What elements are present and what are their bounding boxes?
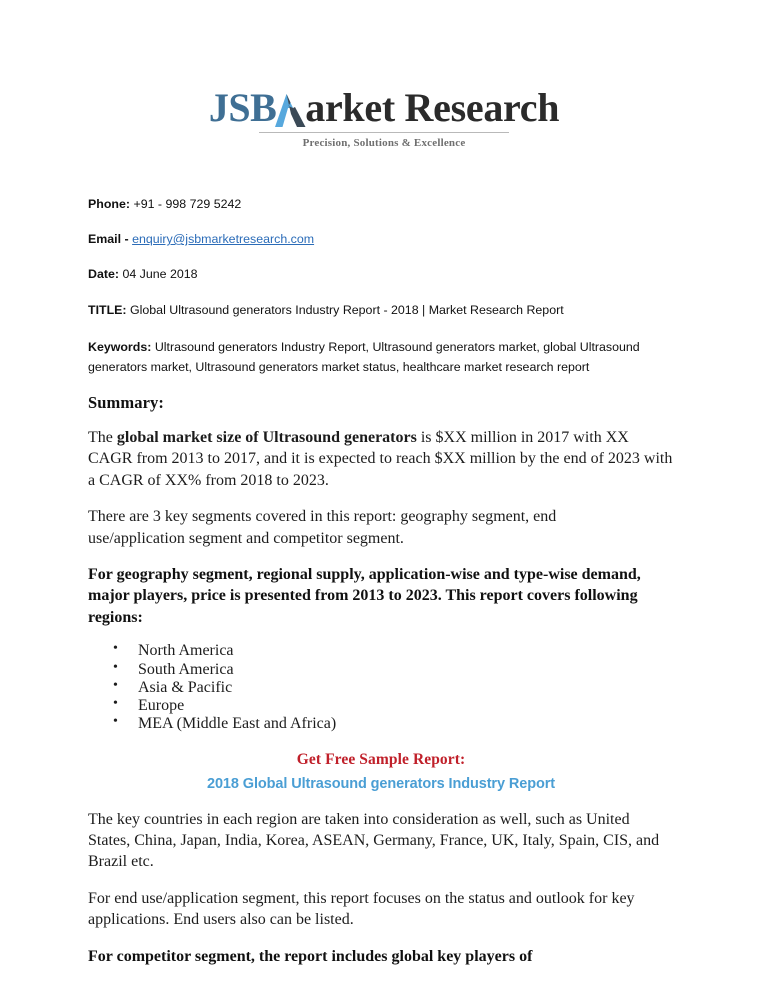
phone-value: +91 - 998 729 5242 bbox=[133, 197, 242, 211]
logo-market-research-text: arket Research bbox=[305, 85, 560, 130]
summary-paragraph-2: There are 3 key segments covered in this report: geography segment, end use/application segment and competitor segment. bbox=[88, 508, 557, 547]
geography-segment-paragraph: For geography segment, regional supply, application-wise and type-wise demand, major players, price is presented from 2013 to 2023. This report covers following regions: bbox=[88, 565, 641, 626]
competitor-segment-paragraph: For competitor segment, the report includes global key players of bbox=[88, 947, 533, 965]
summary-heading: Summary: bbox=[88, 392, 164, 412]
logo-wordmark bbox=[208, 85, 560, 130]
list-item: • MEA (Middle East and Africa) bbox=[88, 715, 674, 732]
sample-report-link[interactable]: 2018 Global Ultrasound generators Industry Report bbox=[206, 775, 555, 792]
key-countries-paragraph: The key countries in each region are taken into consideration as well, such as United States, China, Japan, India, Korea, ASEAN, Germany, France, UK, Italy, Spain, CIS, and Brazil etc. bbox=[88, 810, 660, 871]
keywords-label: Keywords: bbox=[88, 339, 152, 354]
list-item: • South America bbox=[88, 661, 674, 678]
company-logo bbox=[0, 0, 768, 149]
sample-report-cta bbox=[88, 751, 674, 793]
report-title-line bbox=[88, 301, 674, 320]
email-line bbox=[88, 231, 674, 249]
title-value: Global Ultrasound generators Industry Report - 2018 | Market Research Report bbox=[130, 302, 564, 317]
phone-label: Phone: bbox=[88, 197, 130, 211]
summary-para1-prefix: The bbox=[88, 428, 117, 446]
list-item: • Europe bbox=[88, 697, 674, 714]
title-label: TITLE: bbox=[88, 302, 127, 317]
cta-heading: Get Free Sample Report: bbox=[296, 750, 466, 768]
date-line bbox=[88, 266, 674, 284]
list-item: • Asia & Pacific bbox=[88, 679, 674, 696]
email-link[interactable]: enquiry@jsbmarketresearch.com bbox=[132, 231, 315, 246]
keywords-value: Ultrasound generators Industry Report, Ultrasound generators market, global Ultrasound generators market, Ultrasound generators market status, healthcare market research report bbox=[88, 339, 640, 374]
summary-para1-bold: global market size of Ultrasound generators bbox=[116, 428, 417, 446]
mountain-peak-icon bbox=[273, 90, 307, 128]
keywords-line bbox=[88, 337, 668, 377]
date-label: Date: bbox=[88, 266, 119, 281]
date-value: 04 June 2018 bbox=[122, 266, 198, 281]
summary-para1-suffix: is $XX million in 2017 with XX CAGR from 2013 to 2017, and it is expected to reach $XX million by the end of 2023 with a CAGR of XX% from 2018 to 2023. bbox=[88, 428, 673, 489]
logo-tagline: Precision, Solutions & Excellence bbox=[302, 137, 466, 149]
phone-line bbox=[88, 196, 674, 214]
document-content bbox=[88, 196, 674, 981]
end-use-paragraph: For end use/application segment, this report focuses on the status and outlook for key applications. End users also can be listed. bbox=[88, 889, 635, 929]
logo-divider bbox=[259, 132, 509, 133]
summary-paragraph-1 bbox=[88, 427, 674, 491]
regions-list bbox=[88, 642, 674, 732]
list-item: • North America bbox=[88, 642, 674, 659]
logo-jsb-text: JSB bbox=[208, 85, 277, 130]
email-label: Email - bbox=[88, 231, 129, 246]
